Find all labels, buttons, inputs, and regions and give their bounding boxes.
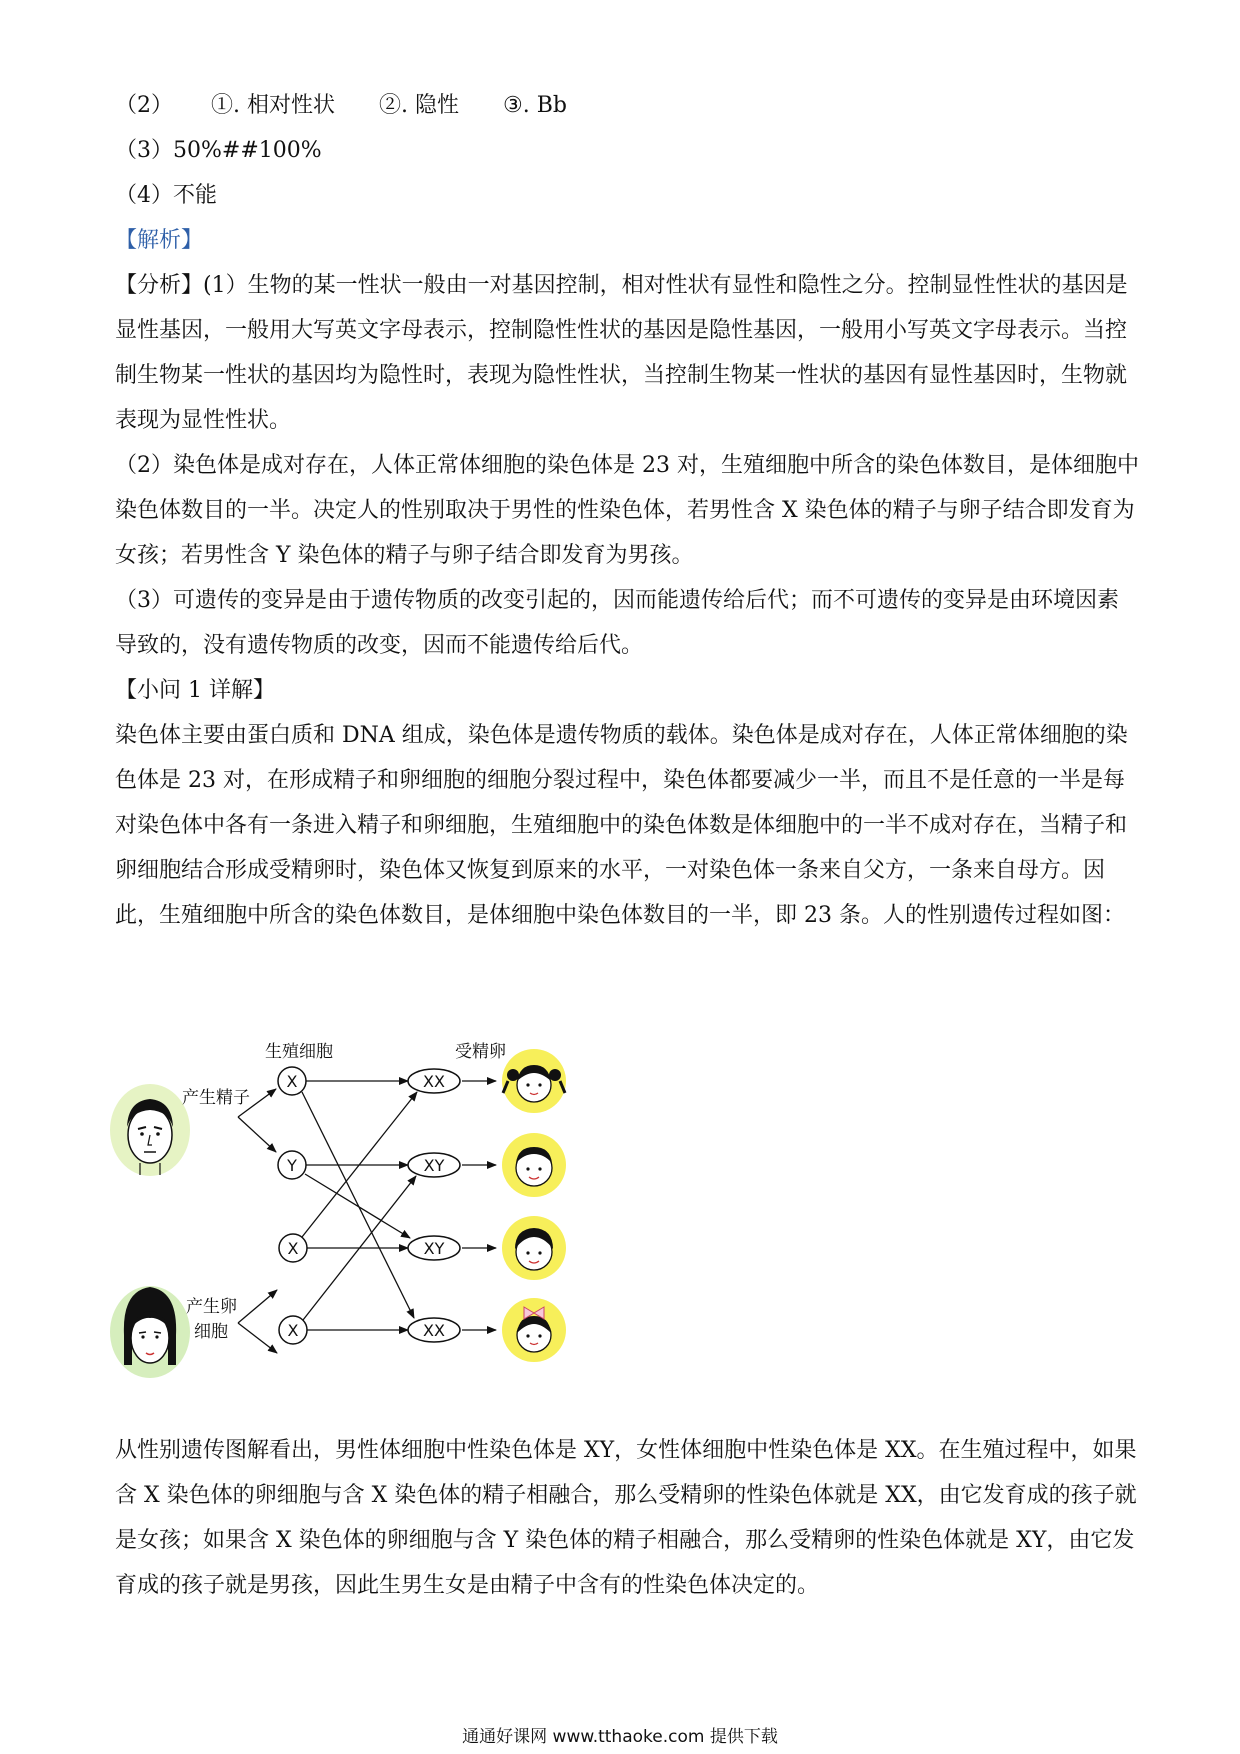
conclusion-line: 育成的孩子就是男孩，因此生男生女是由精子中含有的性染色体决定的。 bbox=[115, 1573, 820, 1598]
analysis-line: （3）可遗传的变异是由于遗传物质的改变引起的，因而能遗传给后代；而不可遗传的变异是由环境因素 bbox=[115, 588, 1120, 613]
svg-text:XX: XX bbox=[423, 1072, 445, 1091]
zygote-xx-2 bbox=[408, 1318, 460, 1342]
germ-cell-egg-x-1 bbox=[279, 1234, 307, 1262]
svg-text:XX: XX bbox=[423, 1321, 445, 1340]
daughter-face-icon bbox=[502, 1049, 566, 1113]
germ-cell-sperm-y bbox=[278, 1151, 306, 1179]
son-face-icon-1 bbox=[502, 1133, 566, 1197]
produce-egg-label-2: 细胞 bbox=[194, 1322, 228, 1342]
zygote-xx-1 bbox=[408, 1069, 460, 1093]
father-face-icon bbox=[110, 1084, 190, 1176]
analysis-line: 【分析】(1）生物的某一性状一般由一对基因控制，相对性状有显性和隐性之分。控制显性性状的基因是 bbox=[115, 273, 1128, 298]
produce-sperm-label: 产生精子 bbox=[182, 1088, 250, 1108]
sex-inheritance-diagram bbox=[110, 1035, 660, 1415]
conclusion-line: 含 X 染色体的卵细胞与含 X 染色体的精子相融合，那么受精卵的性染色体就是 XX，由它发育成的孩子就 bbox=[115, 1483, 1137, 1508]
answer-q2-part2: ②. 隐性 bbox=[379, 93, 459, 118]
mother-face-icon bbox=[110, 1286, 190, 1378]
germ-cell-sperm-x bbox=[278, 1067, 306, 1095]
zygote-header: 受精卵 bbox=[455, 1042, 506, 1062]
answer-q4: （4）不能 bbox=[115, 183, 217, 208]
detail-line: 色体是 23 对，在形成精子和卵细胞的细胞分裂过程中，染色体都要减少一半，而且不是任意的一半是每 bbox=[115, 768, 1125, 793]
svg-text:X: X bbox=[287, 1321, 299, 1340]
germ-cell-header: 生殖细胞 bbox=[265, 1042, 333, 1062]
analysis-line: 导致的，没有遗传物质的改变，因而不能遗传给后代。 bbox=[115, 633, 644, 658]
jiexi-heading: 【解析】 bbox=[115, 228, 204, 253]
analysis-line: 显性基因，一般用大写英文字母表示，控制隐性性状的基因是隐性基因，一般用小写英文字母表示。当控 bbox=[115, 318, 1128, 343]
germ-cell-egg-x-2 bbox=[279, 1316, 307, 1344]
detail-line: 染色体主要由蛋白质和 DNA 组成，染色体是遗传物质的载体。染色体是成对存在，人体正常体细胞的染 bbox=[115, 723, 1128, 748]
analysis-line: 女孩；若男性含 Y 染色体的精子与卵子结合即发育为男孩。 bbox=[115, 543, 694, 568]
svg-text:XY: XY bbox=[423, 1239, 445, 1258]
svg-text:Y: Y bbox=[287, 1156, 297, 1175]
answer-q2-number: （2） bbox=[115, 93, 173, 118]
analysis-line: 制生物某一性状的基因均为隐性时，表现为隐性性状，当控制生物某一性状的基因有显性基因时，生物就 bbox=[115, 363, 1128, 388]
answer-q2-part1: ①. 相对性状 bbox=[211, 93, 335, 118]
answer-q3: （3）50%##100% bbox=[115, 138, 322, 163]
subquestion-heading: 【小问 1 详解】 bbox=[115, 678, 275, 703]
zygote-xy-1 bbox=[408, 1153, 460, 1177]
answer-q2-part3: ③. Bb bbox=[503, 93, 567, 118]
analysis-line: 染色体数目的一半。决定人的性别取决于男性的性染色体，若男性含 X 染色体的精子与卵子结合即发育为 bbox=[115, 498, 1135, 523]
produce-egg-label-1: 产生卵 bbox=[186, 1297, 237, 1317]
zygote-xy-2 bbox=[408, 1236, 460, 1260]
detail-line: 卵细胞结合形成受精卵时，染色体又恢复到原来的水平，一对染色体一条来自父方，一条来自母方。因 bbox=[115, 858, 1106, 883]
svg-text:X: X bbox=[287, 1239, 299, 1258]
son-face-icon-2 bbox=[502, 1216, 566, 1280]
answer-q2 bbox=[115, 91, 1125, 121]
conclusion-line: 是女孩；如果含 X 染色体的卵细胞与含 Y 染色体的精子相融合，那么受精卵的性染色体就是 XY，由它发 bbox=[115, 1528, 1135, 1553]
analysis-line: （2）染色体是成对存在，人体正常体细胞的染色体是 23 对，生殖细胞中所含的染色体数目，是体细胞中 bbox=[115, 453, 1139, 478]
conclusion-line: 从性别遗传图解看出，男性体细胞中性染色体是 XY，女性体细胞中性染色体是 XX。在生殖过程中，如果 bbox=[115, 1438, 1137, 1463]
svg-text:X: X bbox=[286, 1072, 298, 1091]
detail-line: 此，生殖细胞中所含的染色体数目，是体细胞中染色体数目的一半，即 23 条。人的性别遗传过程如图： bbox=[115, 903, 1125, 928]
svg-text:XY: XY bbox=[423, 1156, 445, 1175]
daughter-face-icon-2 bbox=[502, 1298, 566, 1362]
detail-line: 对染色体中各有一条进入精子和卵细胞，生殖细胞中的染色体数是体细胞中的一半不成对存在，当精子和 bbox=[115, 813, 1128, 838]
page-footer: 通通好课网 www.tthaoke.com 提供下载 bbox=[462, 1727, 778, 1747]
analysis-line: 表现为显性性状。 bbox=[115, 408, 292, 433]
